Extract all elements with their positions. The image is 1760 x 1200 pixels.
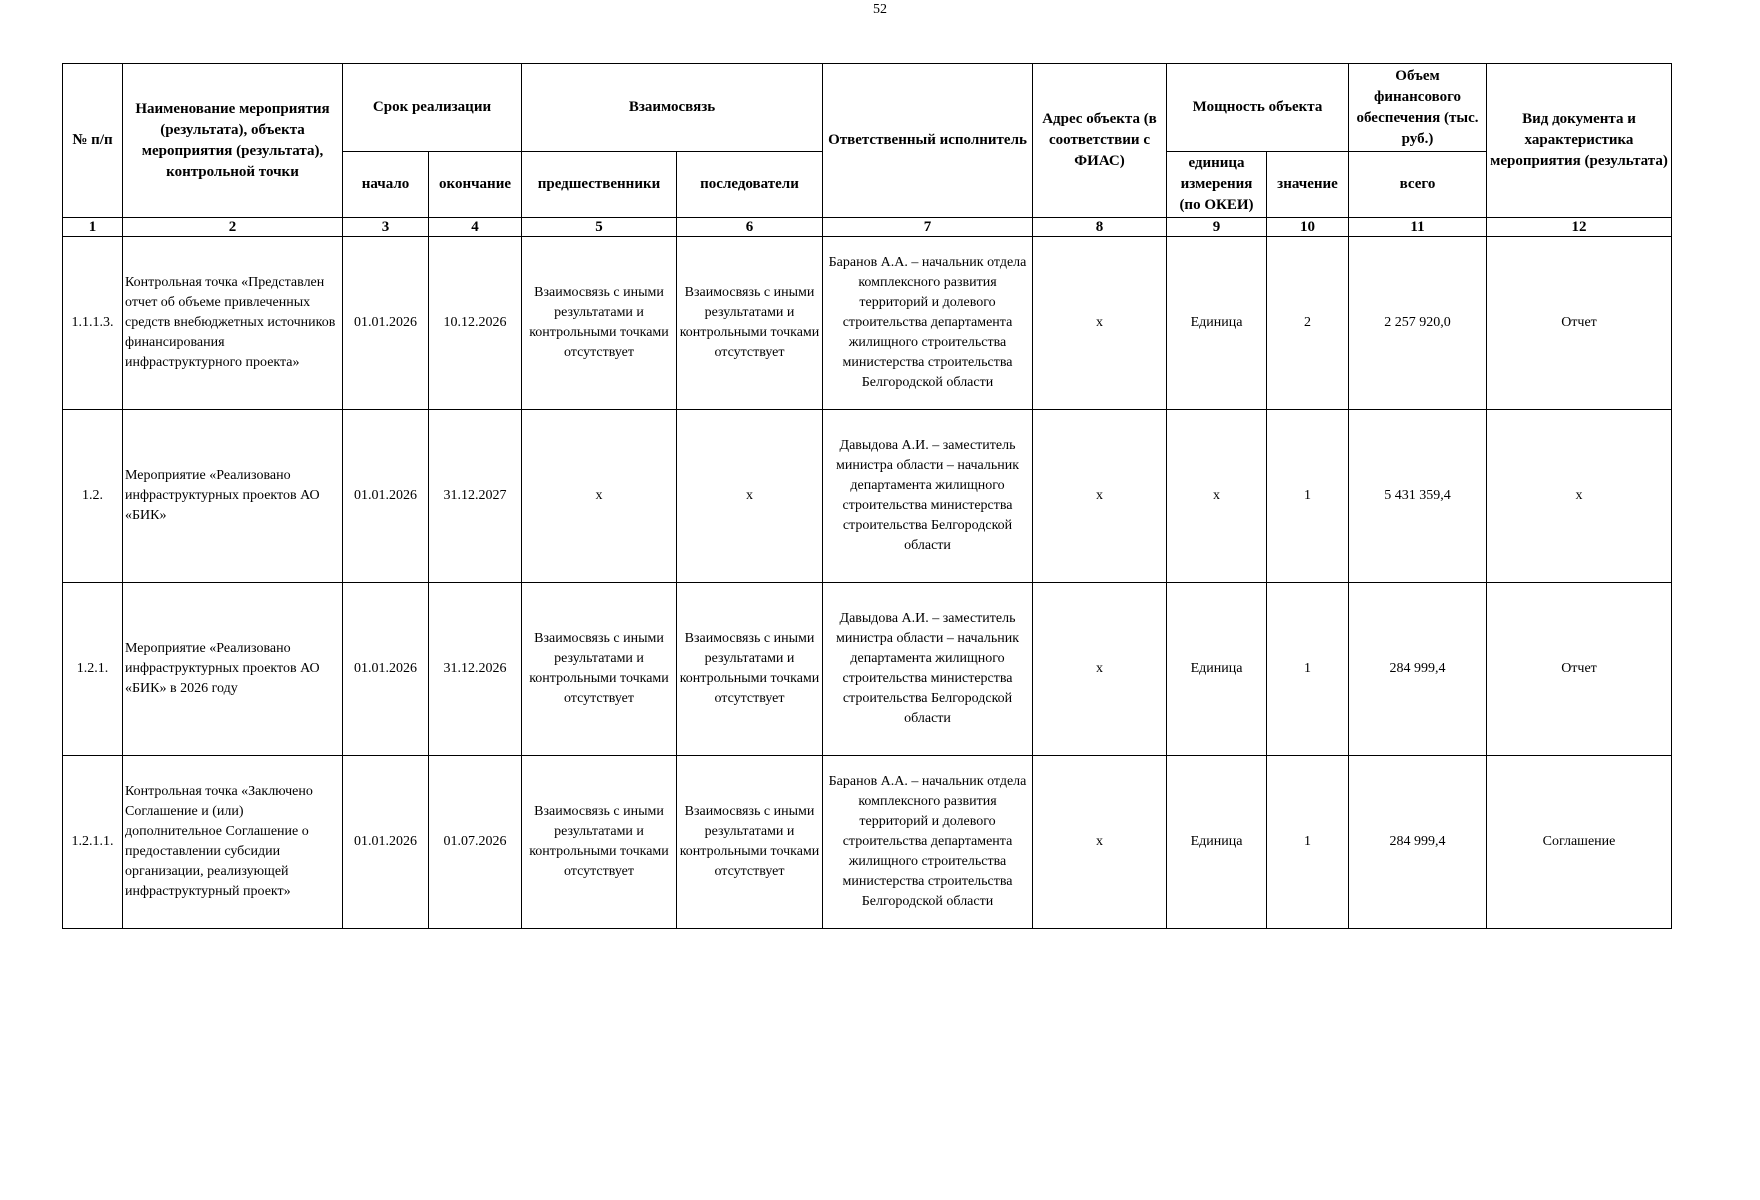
- row-doc: Отчет: [1487, 237, 1672, 410]
- header-finance-total: всего: [1349, 152, 1487, 218]
- row-responsible: Баранов А.А. – начальник отдела комплексного развития территорий и долевого строительства департамента жилищного строительства министерства строительства Белгородской области: [823, 237, 1033, 410]
- row-unit: x: [1167, 410, 1267, 583]
- table-row: [63, 237, 1672, 410]
- column-number: 12: [1487, 218, 1672, 237]
- header-address: Адрес объекта (в соответствии с ФИАС): [1033, 64, 1167, 218]
- header-relation: Взаимосвязь: [522, 64, 823, 152]
- row-num: 1.1.1.3.: [63, 237, 123, 410]
- row-predecessors: Взаимосвязь с иными результатами и контрольными точками отсутствует: [522, 756, 677, 929]
- column-number: 4: [429, 218, 522, 237]
- row-start: 01.01.2026: [343, 237, 429, 410]
- header-name: Наименование мероприятия (результата), объекта мероприятия (результата), контрольной точки: [123, 64, 343, 218]
- header-unit: единица измерения (по ОКЕИ): [1167, 152, 1267, 218]
- row-address: x: [1033, 756, 1167, 929]
- row-finance: 284 999,4: [1349, 756, 1487, 929]
- column-number: 7: [823, 218, 1033, 237]
- row-address: x: [1033, 410, 1167, 583]
- row-unit: Единица: [1167, 583, 1267, 756]
- page-number: 52: [873, 2, 887, 17]
- row-successors: Взаимосвязь с иными результатами и контрольными точками отсутствует: [677, 583, 823, 756]
- column-number: 3: [343, 218, 429, 237]
- row-doc: Соглашение: [1487, 756, 1672, 929]
- row-address: x: [1033, 583, 1167, 756]
- header-doc-type: Вид документа и характеристика мероприятия (результата): [1487, 64, 1672, 218]
- plan-table: [62, 63, 1672, 929]
- header-term-start: начало: [343, 152, 429, 218]
- document-table-wrapper: [62, 63, 1672, 929]
- header-responsible: Ответственный исполнитель: [823, 64, 1033, 218]
- column-number: 10: [1267, 218, 1349, 237]
- row-name: Контрольная точка «Заключено Соглашение и (или) дополнительное Соглашение о предоставлении субсидии организации, реализующей инфраструктурный проект»: [123, 756, 343, 929]
- row-doc: x: [1487, 410, 1672, 583]
- row-finance: 5 431 359,4: [1349, 410, 1487, 583]
- column-number: 9: [1167, 218, 1267, 237]
- row-predecessors: Взаимосвязь с иными результатами и контрольными точками отсутствует: [522, 237, 677, 410]
- row-end: 10.12.2026: [429, 237, 522, 410]
- row-start: 01.01.2026: [343, 583, 429, 756]
- row-value: 1: [1267, 410, 1349, 583]
- header-capacity: Мощность объекта: [1167, 64, 1349, 152]
- row-num: 1.2.1.: [63, 583, 123, 756]
- row-value: 1: [1267, 756, 1349, 929]
- column-number: 8: [1033, 218, 1167, 237]
- row-successors: x: [677, 410, 823, 583]
- column-number-row: [63, 218, 1672, 237]
- row-address: x: [1033, 237, 1167, 410]
- column-number: 2: [123, 218, 343, 237]
- row-name: Мероприятие «Реализовано инфраструктурных проектов АО «БИК» в 2026 году: [123, 583, 343, 756]
- row-predecessors: Взаимосвязь с иными результатами и контрольными точками отсутствует: [522, 583, 677, 756]
- row-finance: 284 999,4: [1349, 583, 1487, 756]
- column-number: 1: [63, 218, 123, 237]
- row-start: 01.01.2026: [343, 756, 429, 929]
- row-unit: Единица: [1167, 756, 1267, 929]
- row-responsible: Давыдова А.И. – заместитель министра области – начальник департамента жилищного строительства министерства строительства Белгородской области: [823, 410, 1033, 583]
- row-finance: 2 257 920,0: [1349, 237, 1487, 410]
- table-row: [63, 410, 1672, 583]
- row-doc: Отчет: [1487, 583, 1672, 756]
- header-successors: последователи: [677, 152, 823, 218]
- row-successors: Взаимосвязь с иными результатами и контрольными точками отсутствует: [677, 237, 823, 410]
- row-responsible: Давыдова А.И. – заместитель министра области – начальник департамента жилищного строительства министерства строительства Белгородской области: [823, 583, 1033, 756]
- row-predecessors: x: [522, 410, 677, 583]
- row-unit: Единица: [1167, 237, 1267, 410]
- row-responsible: Баранов А.А. – начальник отдела комплексного развития территорий и долевого строительства департамента жилищного строительства министерства строительства Белгородской области: [823, 756, 1033, 929]
- row-value: 2: [1267, 237, 1349, 410]
- header-value: значение: [1267, 152, 1349, 218]
- header-term: Срок реализации: [343, 64, 522, 152]
- row-num: 1.2.: [63, 410, 123, 583]
- row-end: 31.12.2026: [429, 583, 522, 756]
- table-row: [63, 583, 1672, 756]
- row-value: 1: [1267, 583, 1349, 756]
- row-name: Мероприятие «Реализовано инфраструктурных проектов АО «БИК»: [123, 410, 343, 583]
- table-row: [63, 756, 1672, 929]
- column-number: 11: [1349, 218, 1487, 237]
- row-name: Контрольная точка «Представлен отчет об объеме привлеченных средств внебюджетных источников финансирования инфраструктурного проекта»: [123, 237, 343, 410]
- header-term-end: окончание: [429, 152, 522, 218]
- row-end: 31.12.2027: [429, 410, 522, 583]
- header-predecessors: предшественники: [522, 152, 677, 218]
- row-end: 01.07.2026: [429, 756, 522, 929]
- row-num: 1.2.1.1.: [63, 756, 123, 929]
- header-finance: Объем финансового обеспечения (тыс. руб.): [1349, 64, 1487, 152]
- row-start: 01.01.2026: [343, 410, 429, 583]
- column-number: 6: [677, 218, 823, 237]
- column-number: 5: [522, 218, 677, 237]
- header-num: № п/п: [63, 64, 123, 218]
- row-successors: Взаимосвязь с иными результатами и контрольными точками отсутствует: [677, 756, 823, 929]
